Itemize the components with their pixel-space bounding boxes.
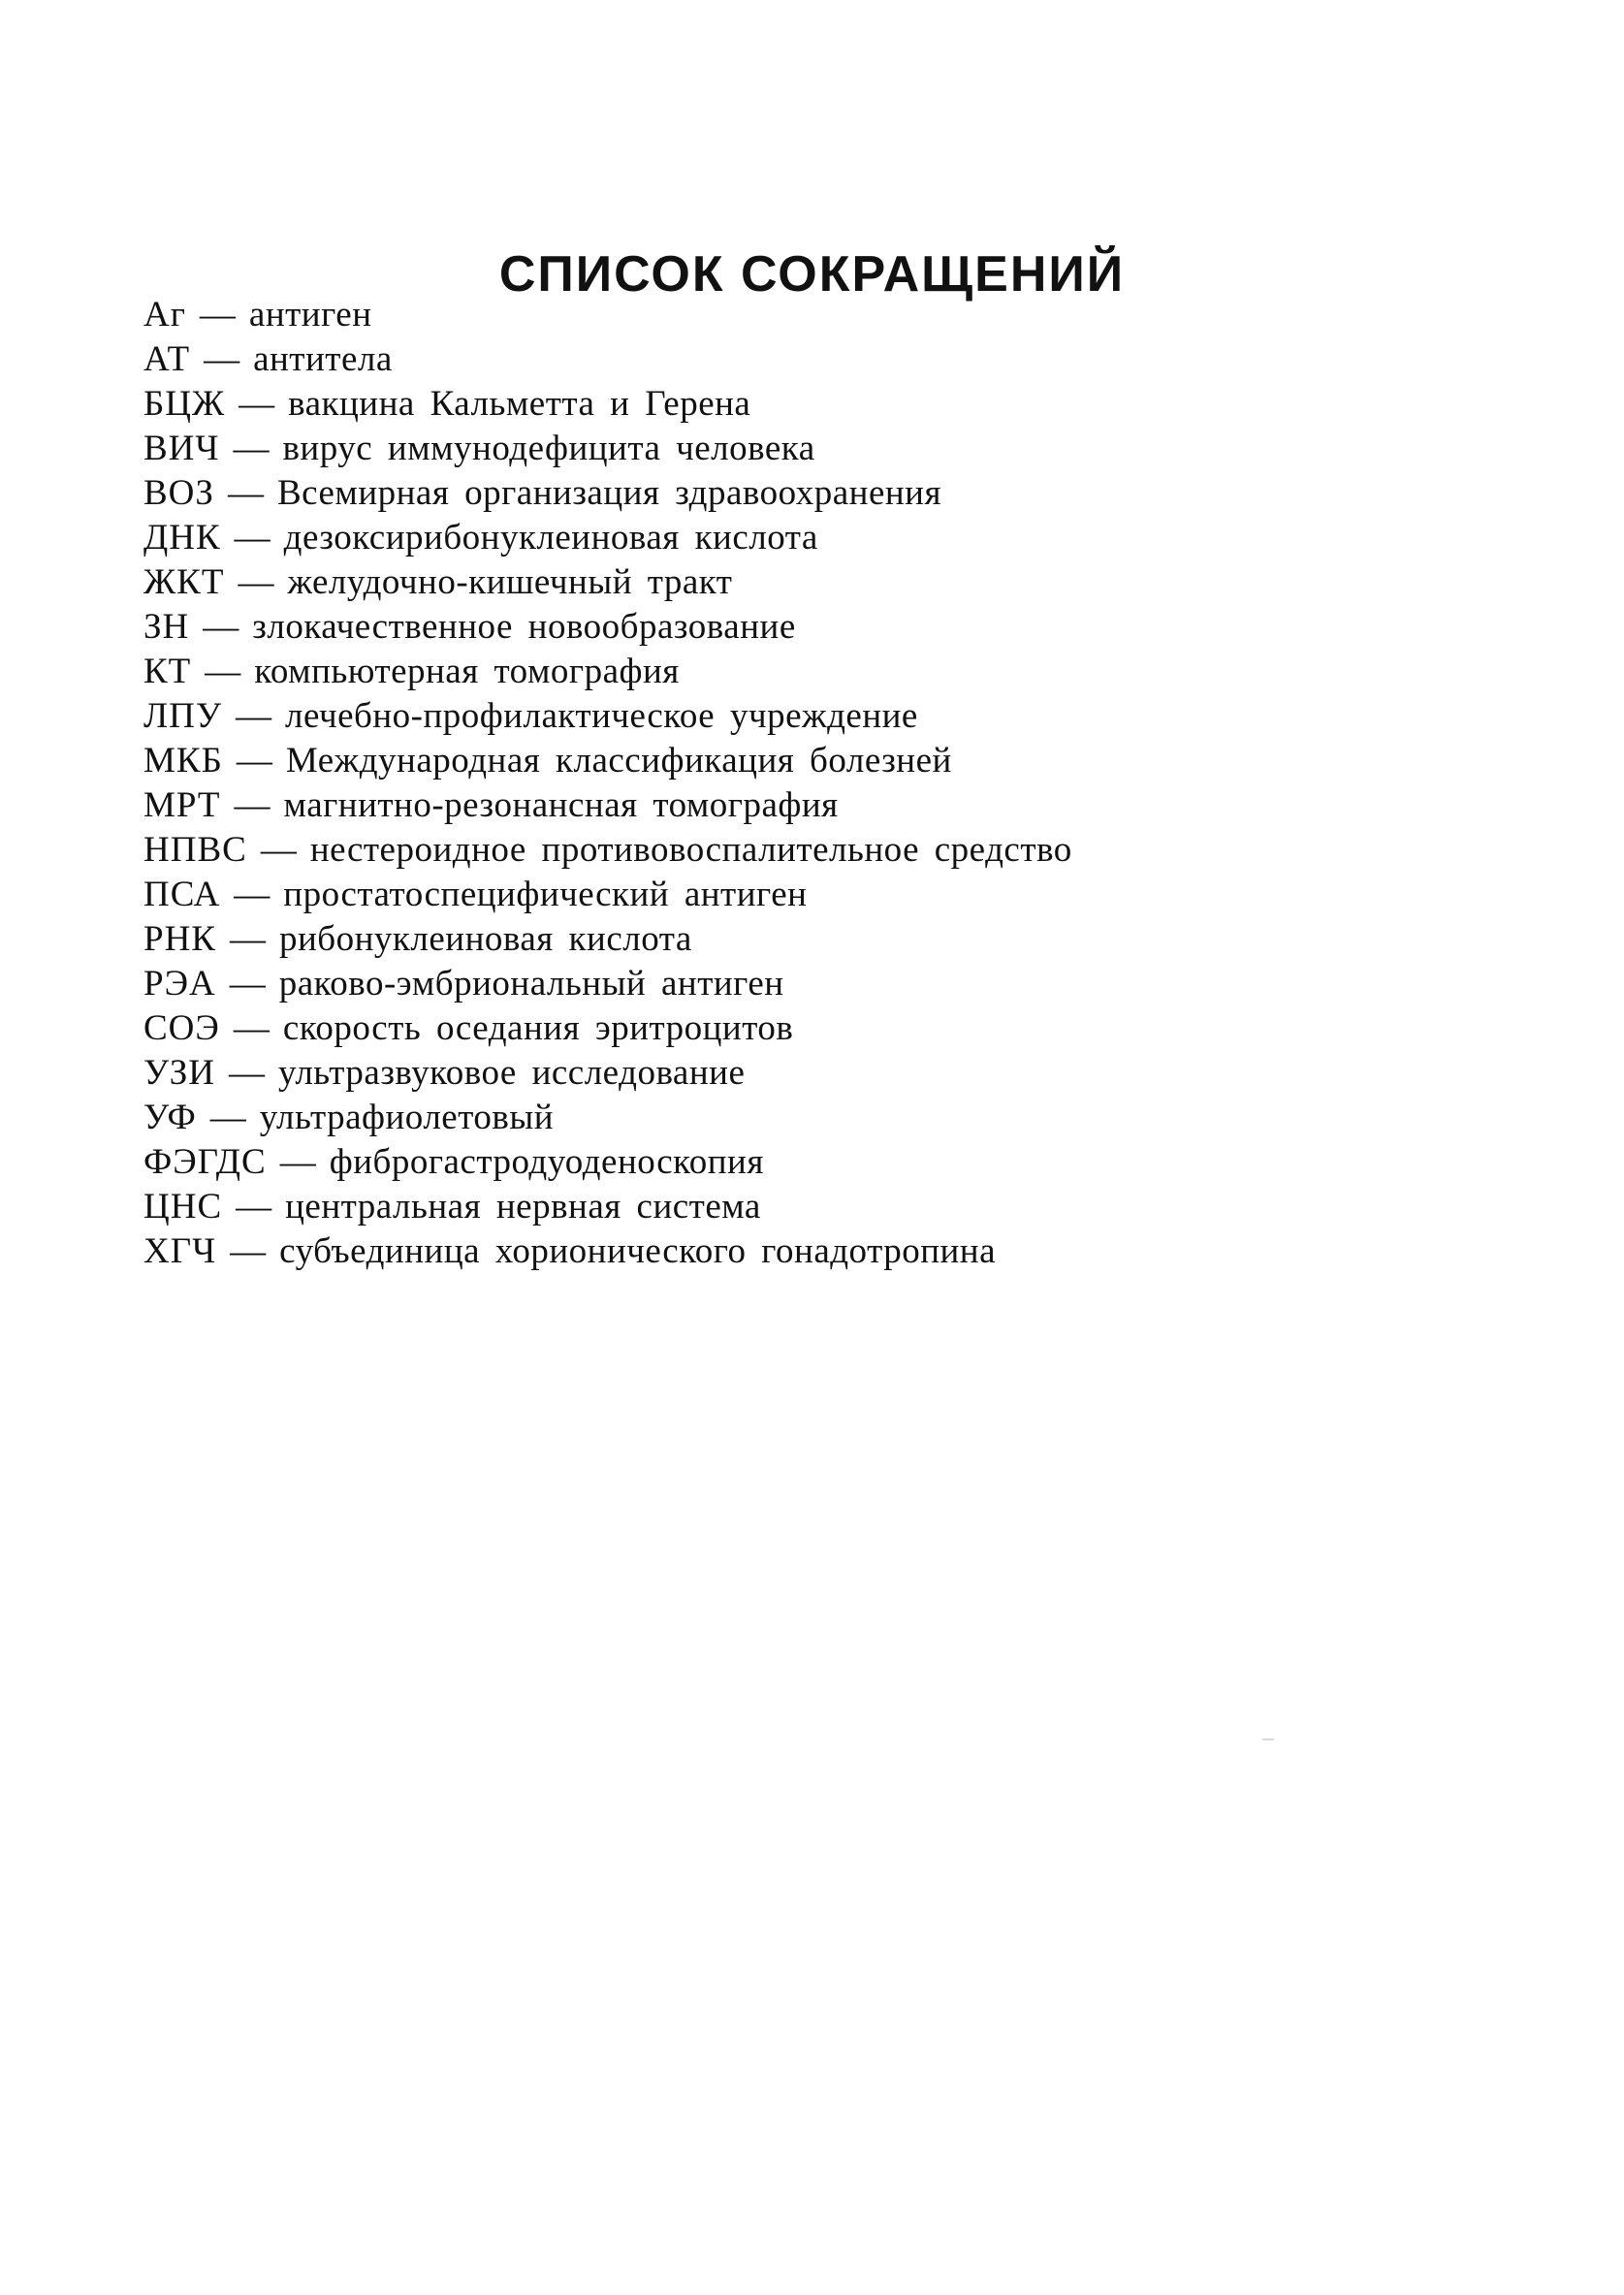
- separator-dash: —: [229, 919, 266, 959]
- separator-dash: —: [228, 1053, 265, 1093]
- abbreviation-description: магнитно-резонансная томография: [283, 785, 839, 825]
- abbreviation-description: лечебно-профилактическое учреждение: [285, 696, 918, 736]
- abbreviation-description: простатоспецифический антиген: [283, 875, 808, 914]
- abbreviation-description: рибонуклеиновая кислота: [278, 919, 692, 959]
- list-item: [143, 1185, 1072, 1229]
- abbreviation-description: вакцина Кальметта и Герена: [288, 384, 751, 424]
- list-item: [143, 1096, 1072, 1140]
- list-item: [143, 605, 1072, 650]
- abbreviation: ХГЧ: [143, 1231, 217, 1271]
- abbreviation: ВИЧ: [143, 429, 220, 468]
- list-item: [143, 427, 1072, 471]
- abbreviation: Аг: [143, 295, 186, 335]
- list-item: [143, 783, 1072, 828]
- list-item: [143, 293, 1072, 337]
- list-item: [143, 471, 1072, 516]
- abbreviation: ДНК: [143, 518, 221, 558]
- abbreviation-description: центральная нервная система: [285, 1187, 761, 1227]
- list-item: [143, 337, 1072, 382]
- abbreviation: МРТ: [143, 785, 221, 825]
- abbreviation-description: фиброгастродуоденоскопия: [329, 1142, 764, 1182]
- list-item: [143, 1051, 1072, 1096]
- list-item: [143, 516, 1072, 560]
- abbreviation: МКБ: [143, 741, 223, 781]
- abbreviation-description: вирус иммунодефицита человека: [282, 429, 815, 468]
- separator-dash: —: [234, 518, 271, 558]
- abbreviation-description: дезоксирибонуклеиновая кислота: [283, 518, 818, 558]
- abbreviation: КТ: [143, 652, 192, 691]
- abbreviation: УЗИ: [143, 1053, 215, 1093]
- list-item: [143, 1140, 1072, 1185]
- list-item: [143, 382, 1072, 427]
- abbreviation-description: нестероидное противовоспалительное средство: [309, 830, 1072, 870]
- abbreviation: БЦЖ: [143, 384, 226, 424]
- separator-dash: —: [205, 652, 241, 691]
- abbreviation: РНК: [143, 919, 216, 959]
- abbreviation: ФЭГДС: [143, 1142, 267, 1182]
- separator-dash: —: [233, 429, 270, 468]
- abbreviation: ЛПУ: [143, 696, 223, 736]
- abbreviation-description: ультрафиолетовый: [259, 1098, 555, 1137]
- separator-dash: —: [260, 830, 297, 870]
- separator-dash: —: [199, 295, 236, 335]
- abbreviation-list: [143, 293, 1072, 1274]
- abbreviation: ЦНС: [143, 1187, 223, 1227]
- separator-dash: —: [234, 875, 271, 914]
- abbreviation-description: антиген: [248, 295, 372, 335]
- list-item: [143, 739, 1072, 783]
- abbreviation-description: ультразвуковое исследование: [277, 1053, 746, 1093]
- list-item: [143, 962, 1072, 1006]
- abbreviation-description: злокачественное новообразование: [252, 607, 796, 647]
- abbreviation-description: желудочно-кишечный тракт: [287, 562, 733, 602]
- separator-dash: —: [203, 607, 239, 647]
- abbreviation: РЭА: [143, 964, 216, 1004]
- abbreviation: ЗН: [143, 607, 190, 647]
- list-item: [143, 873, 1072, 917]
- abbreviation: НПВС: [143, 830, 247, 870]
- separator-dash: —: [236, 741, 272, 781]
- list-item: [143, 1006, 1072, 1051]
- list-item: [143, 828, 1072, 873]
- separator-dash: —: [234, 785, 271, 825]
- scan-speck: [1262, 1738, 1274, 1740]
- list-item: [143, 560, 1072, 605]
- separator-dash: —: [279, 1142, 316, 1182]
- list-item: [143, 917, 1072, 962]
- abbreviation-description: Всемирная организация здравоохранения: [276, 473, 941, 513]
- abbreviation: СОЭ: [143, 1008, 220, 1048]
- abbreviation-description: скорость оседания эритроцитов: [282, 1008, 794, 1048]
- separator-dash: —: [236, 696, 272, 736]
- separator-dash: —: [204, 339, 240, 379]
- list-item: [143, 650, 1072, 694]
- abbreviation: ЖКТ: [143, 562, 225, 602]
- abbreviation-description: Международная классификация болезней: [285, 741, 952, 781]
- abbreviation-description: субъединица хорионического гонадотропина: [279, 1231, 997, 1271]
- separator-dash: —: [239, 384, 275, 424]
- separator-dash: —: [229, 964, 266, 1004]
- abbreviation: ПСА: [143, 875, 221, 914]
- separator-dash: —: [238, 562, 274, 602]
- page-title: СПИСОК СОКРАЩЕНИЙ: [498, 245, 1126, 303]
- separator-dash: —: [236, 1187, 272, 1227]
- separator-dash: —: [209, 1098, 246, 1137]
- abbreviation: АТ: [143, 339, 191, 379]
- abbreviation-description: раково-эмбриональный антиген: [278, 964, 784, 1004]
- list-item: [143, 1229, 1072, 1274]
- separator-dash: —: [227, 473, 264, 513]
- list-item: [143, 694, 1072, 739]
- abbreviation: ВОЗ: [143, 473, 214, 513]
- abbreviation-description: антитела: [253, 339, 393, 379]
- separator-dash: —: [233, 1008, 270, 1048]
- abbreviation-description: компьютерная томография: [254, 652, 680, 691]
- abbreviation: УФ: [143, 1098, 197, 1137]
- separator-dash: —: [230, 1231, 267, 1271]
